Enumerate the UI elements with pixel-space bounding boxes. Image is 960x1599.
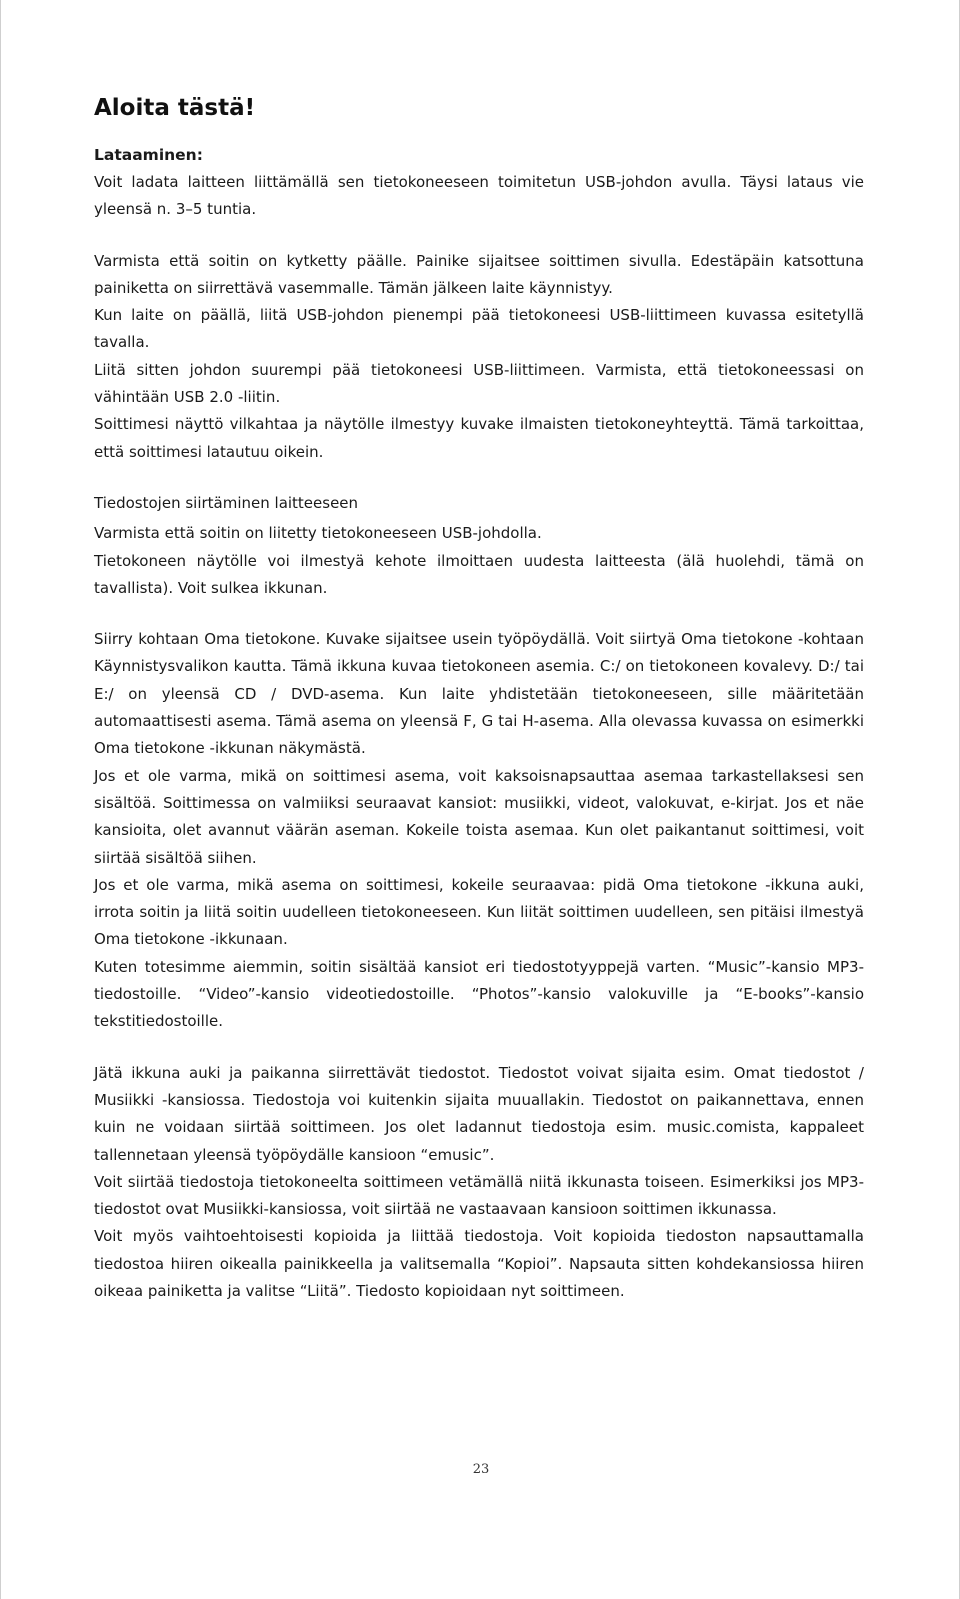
charging-paragraph: Voit ladata laitteen liittämällä sen tietokoneeseen toimitetun USB-johdon avulla. Täysi lataus vie yleensä n. 3–5 tuntia.	[94, 173, 864, 219]
power-section	[94, 248, 864, 466]
page-content	[94, 92, 864, 1305]
charging-section	[94, 142, 864, 224]
my-computer-paragraph-2: Jos et ole varma, mikä on soittimesi asema, voit kaksoisnapsauttaa asemaa tarkastellaksesi sen sisältöä. Soittimessa on valmiiksi seuraavat kansiot: musiikki, videot, valokuvat, e-kirjat. Jos et näe kansioita, olet avannut väärän aseman. Kokeile toista asemaa. Kun olet paikantanut soittimesi, voit siirtää sisältöä siihen.	[94, 766, 864, 867]
my-computer-paragraph-3: Jos et ole varma, mikä asema on soittimesi, kokeile seuraavaa: pidä Oma tietokone -ikkuna auki, irrota soitin ja liitä soitin uudelleen tietokoneeseen. Kun liität soittimen uudelleen, sen pitäisi ilmestyä Oma tietokone -ikkunaan.	[94, 875, 864, 949]
power-paragraph-1: Varmista että soitin on kytketty päälle. Painike sijaitsee soittimen sivulla. Edestäpäin katsottuna painiketta on siirrettävä vasemmalle. Tämän jälkeen laite käynnistyy.	[94, 251, 864, 297]
power-paragraph-3: Liitä sitten johdon suurempi pää tietokoneesi USB-liittimeen. Varmista, että tietokoneessasi on vähintään USB 2.0 -liitin.	[94, 360, 864, 407]
transfer-heading: Tiedostojen siirtäminen laitteeseen	[94, 493, 359, 512]
page-title: Aloita tästä!	[94, 95, 256, 121]
transfer-paragraph-2: Tietokoneen näytölle voi ilmestyä kehote ilmoittaen uudesta laitteesta (älä huolehdi, tämä on tavallista). Voit sulkea ikkunan.	[94, 551, 864, 597]
page-number: 23	[472, 1462, 490, 1477]
copy-paragraph-3: Voit myös vaihtoehtoisesti kopioida ja liittää tiedostoja. Voit kopioida tiedoston napsauttamalla tiedostoa hiiren oikealla painikkeella ja valitsemalla “Kopioi”. Napsauta sitten kohdekansiossa hiiren oikeaa painiketta ja valitse “Liitä”. Tiedosto kopioidaan nyt soittimeen.	[94, 1227, 864, 1300]
copy-paragraph-1: Jätä ikkuna auki ja paikanna siirrettävät tiedostot. Tiedostot voivat sijaita esim. Omat tiedostot / Musiikki -kansiossa. Tiedostoja voi kuitenkin sijaita muuallakin. Tiedostot on paikannettava, ennen kuin ne voidaan siirtää soittimeen. Jos olet ladannut tiedostoja esim. music.comista, kappaleet tallennetaan yleensä työpöydälle kansioon “emusic”.	[94, 1063, 864, 1164]
my-computer-paragraph-4: Kuten totesimme aiemmin, soitin sisältää kansiot eri tiedostotyyppejä varten. “Music”-kansio MP3-tiedostoille. “Video”-kansio videotiedostoille. “Photos”-kansio valokuville ja “E-books”-kansio tekstitiedostoille.	[94, 957, 864, 1031]
my-computer-section	[94, 626, 864, 1035]
copy-paragraph-2: Voit siirtää tiedostoja tietokoneelta soittimeen vetämällä niitä ikkunasta toiseen. Esimerkiksi jos MP3-tiedostot ovat Musiikki-kansiossa, voit siirtää ne vastaavaan kansioon soittimen ikkunassa.	[94, 1172, 864, 1219]
my-computer-paragraph-1: Siirry kohtaan Oma tietokone. Kuvake sijaitsee usein työpöydällä. Voit siirtyä Oma tietokone -kohtaan Käynnistysvalikon kautta. Tämä ikkuna kuvaa tietokoneen asemia. C:/ on tietokoneen kovalevy. D:/ tai E:/ on yleensä CD / DVD-asema. Kun laite yhdistetään tietokoneeseen, sille määritetään automaattisesti asema. Tämä asema on yleensä F, G tai H-asema. Alla olevassa kuvassa on esimerkki Oma tietokone -ikkunan näkymästä.	[94, 630, 864, 758]
power-paragraph-2: Kun laite on päällä, liitä USB-johdon pienempi pää tietokoneesi USB-liittimeen kuvassa esitetyllä tavalla.	[94, 306, 864, 352]
copy-files-section	[94, 1060, 864, 1306]
transfer-paragraph-1: Varmista että soitin on liitetty tietokoneeseen USB-johdolla.	[94, 524, 542, 543]
power-paragraph-4: Soittimesi näyttö vilkahtaa ja näytölle ilmestyy kuvake ilmaisten tietokoneyhteyttä. Tämä tarkoittaa, että soittimesi latautuu oikein.	[94, 415, 864, 461]
transfer-section	[94, 490, 864, 602]
charging-heading: Lataaminen:	[94, 146, 203, 164]
